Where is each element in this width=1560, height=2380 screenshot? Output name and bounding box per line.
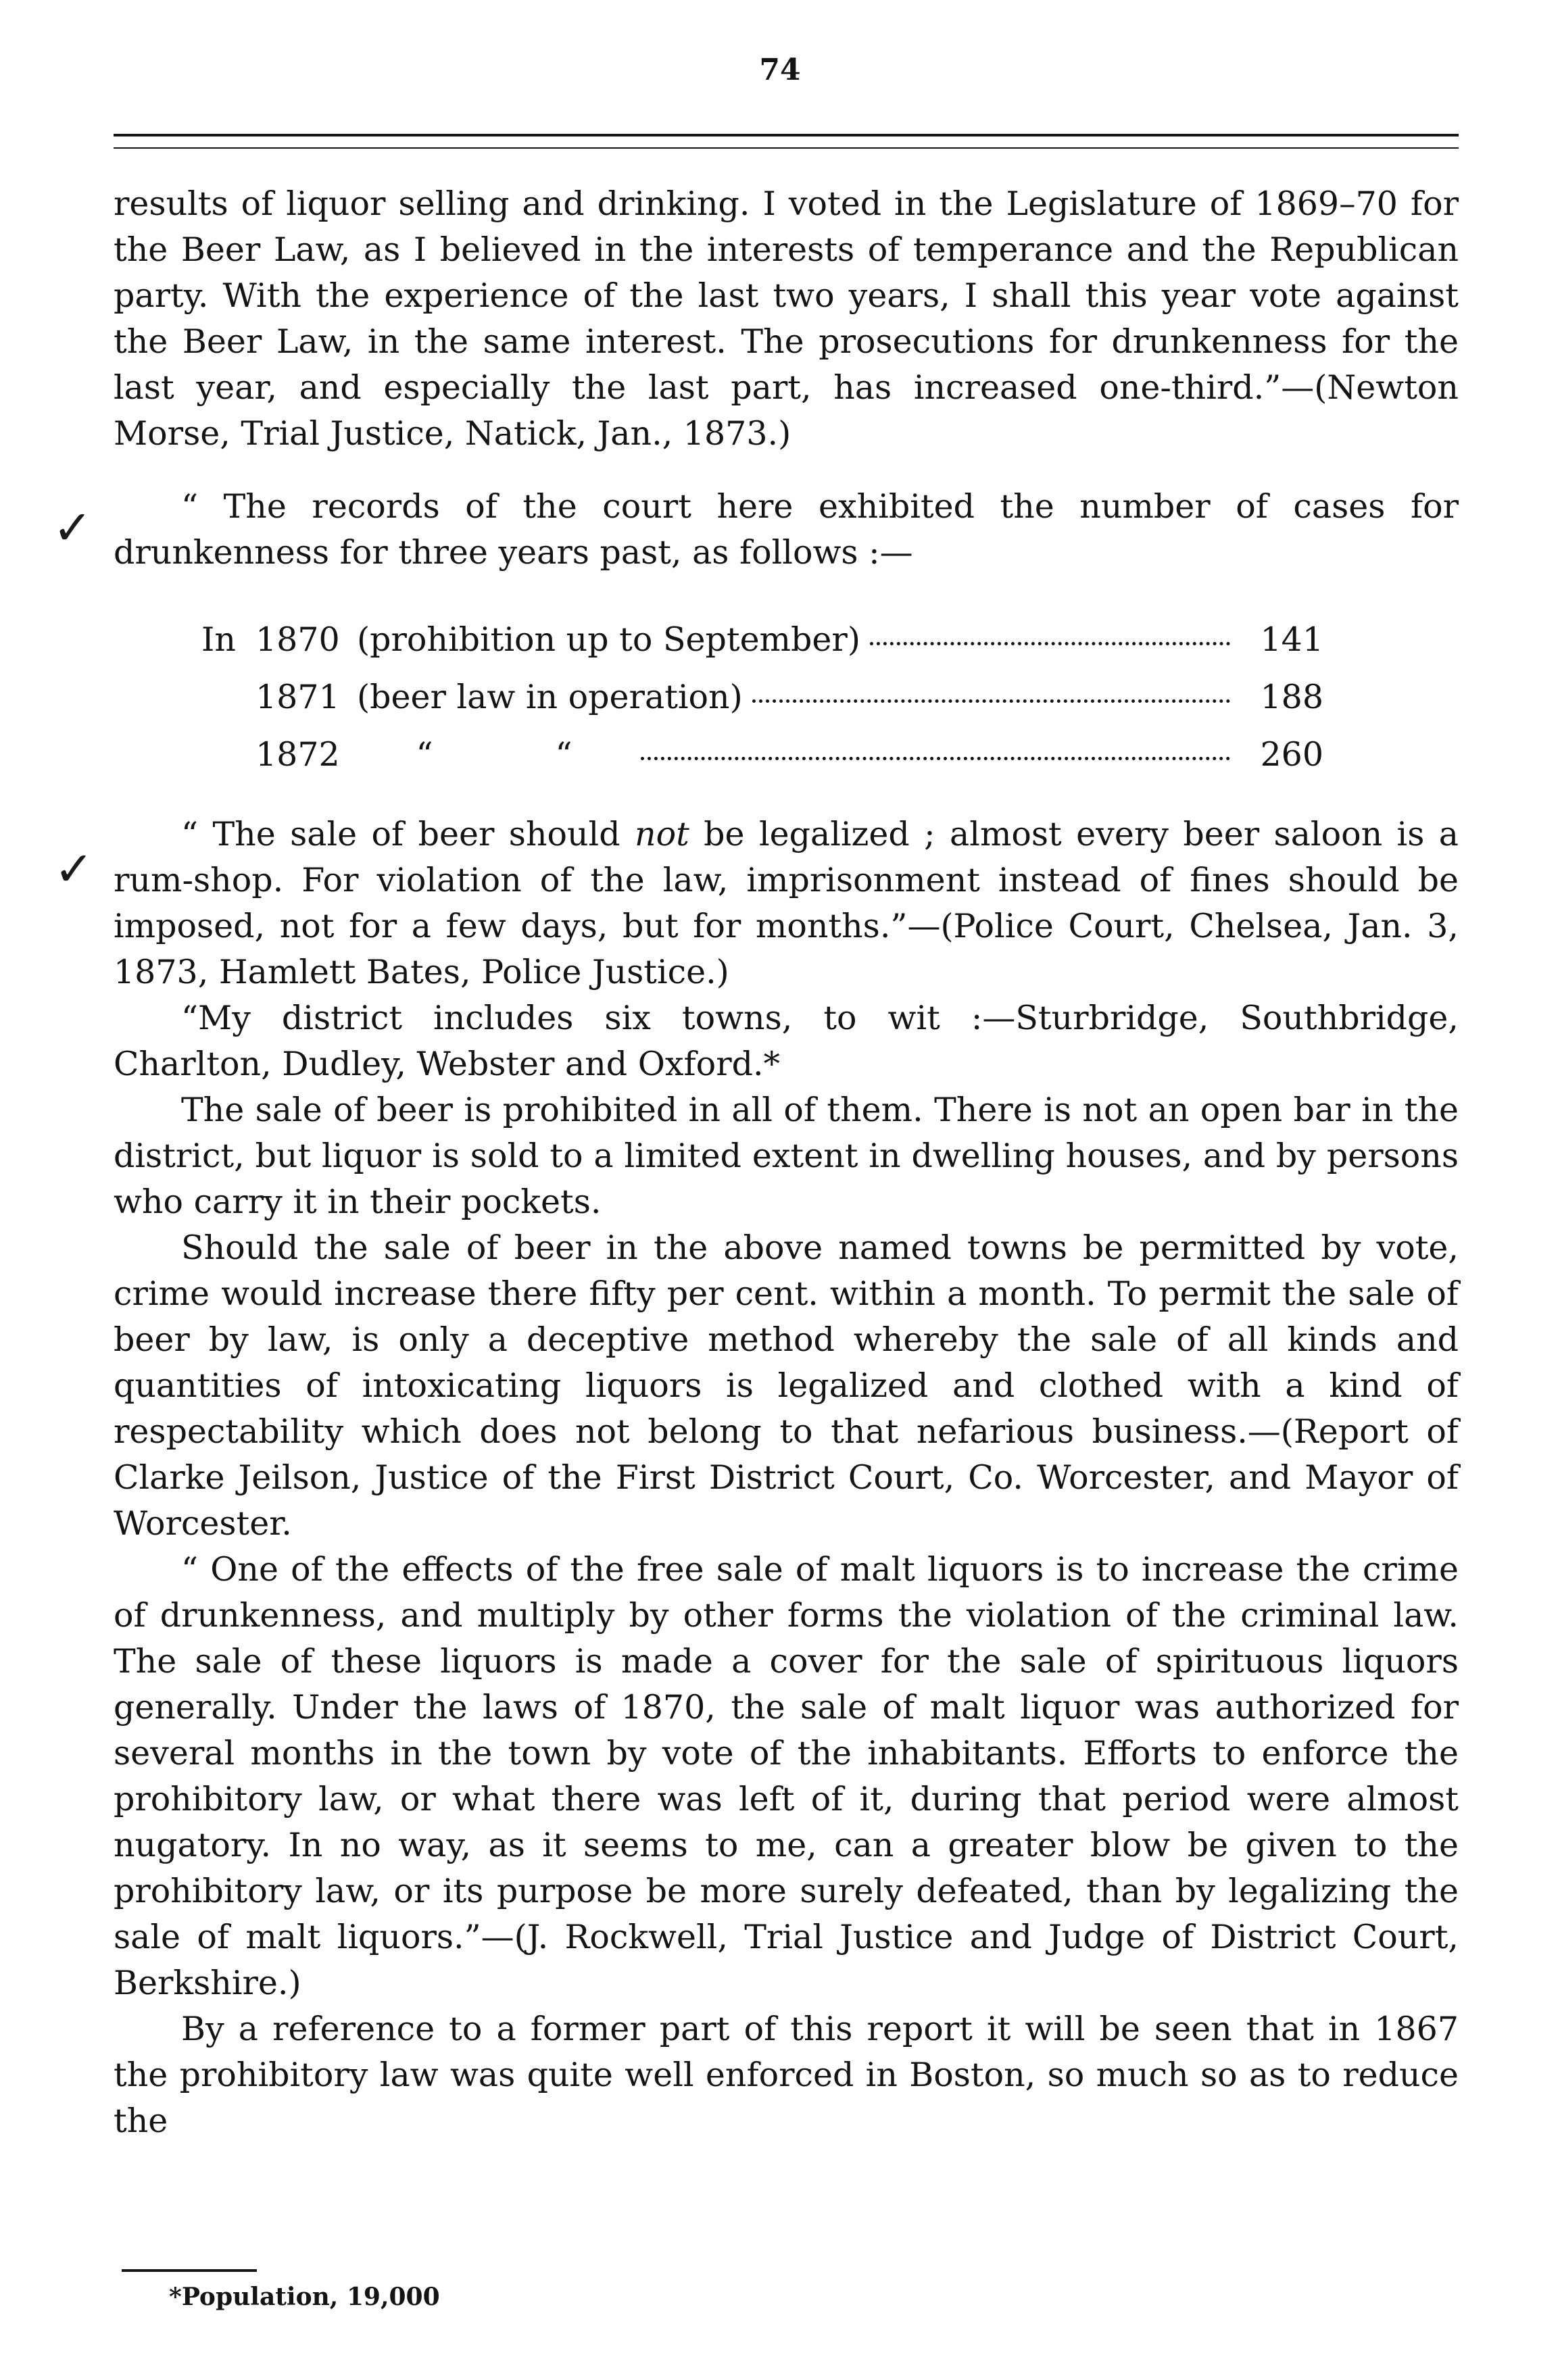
table-row: [255, 726, 1323, 783]
table-prefix: In: [201, 620, 236, 659]
paragraph-rockwell-berkshire: “ One of the effects of the free sale of malt liquors is to increase the crime of drunkenness, and multiply by other forms the violation of the criminal law. The sale of these liquors is made a cover for the sale of spirituous liquors generally. Under the laws of 1870, the sale of malt liquor was authorized for several months in the town by vote of the inhabitants. Efforts to enforce the prohibitory law, or what there was left of it, during that period were almost nugatory. In no way, as it seems to me, can a greater blow be given to the prohibitory law, or its purpose be more surely defeated, than by legalizing the sale of malt liquors.”—(J. Rockwell, Trial Justice and Judge of District Court, Berkshire.): [114, 1550, 1459, 2002]
ditto-mark: “: [416, 735, 433, 774]
handwritten-check-mark: ✓: [53, 500, 93, 555]
table-description: (beer law in operation): [357, 677, 743, 716]
ditto-mark: “: [555, 735, 572, 774]
table-count: 141: [1260, 620, 1323, 659]
paragraph-police-court-chelsea: “ The sale of beer should not be legalized ; almost every beer saloon is a rum-shop. For violation of the law, imprisonment instead of fines should be imposed, not for a few days, but for months.”—(Police Court, Chelsea, Jan. 3, 1873, Hamlett Bates, Police Justice.): [114, 815, 1459, 991]
paragraph-court-records: “ The records of the court here exhibited the number of cases for drunkenness for three years past, as follows :—: [114, 487, 1459, 572]
table-row: [255, 668, 1323, 726]
table-year: 1872: [255, 735, 340, 774]
handwritten-check-mark: ✓: [54, 841, 94, 897]
table-count: 188: [1260, 677, 1323, 716]
paragraph-boston-1867: By a reference to a former part of this report it will be seen that in 1867 the prohibitory law was quite well enforced in Boston, so much so as to reduce the: [114, 2010, 1459, 2140]
paragraph-newton-morse: results of liquor selling and drinking. I voted in the Legislature of 1869–70 for the Beer Law, as I believed in the interests of temperance and the Republican party. With the experience of the last two years, I shall this year vote against the Beer Law, in the same interest. The prosecutions for drunkenness for the last year, and especially the last part, has increased one-third.”—(Newton Morse, Trial Justice, Natick, Jan., 1873.): [114, 184, 1459, 453]
header-rule: [114, 134, 1459, 149]
dot-leader: [752, 699, 1230, 703]
footnote-population: *Population, 19,000: [169, 2283, 440, 2311]
paragraph-clarke-jeilson-report: Should the sale of beer in the above named towns be permitted by vote, crime would increase there fifty per cent. within a month. To permit the sale of beer by law, is only a deceptive method whereby the sale of all kinds and quantities of intoxicating liquors is legalized and clothed with a kind of respectability which does not belong to that nefarious business.—(Report of Clarke Jeilson, Justice of the First District Court, Co. Worcester, and Mayor of Worcester.: [114, 1229, 1459, 1543]
paragraph-beer-prohibited: The sale of beer is prohibited in all of them. There is not an open bar in the district, but liquor is sold to a limited extent in dwelling houses, and by persons who carry it in their pockets.: [114, 1091, 1459, 1221]
page-number: 74: [759, 53, 801, 87]
footnote-rule: [122, 2269, 257, 2272]
table-year: 1870: [255, 620, 340, 659]
dot-leader: [641, 757, 1230, 760]
emphasis-not: not: [635, 815, 689, 853]
page-body: [114, 181, 1459, 2144]
paragraph-district-towns: “My district includes six towns, to wit :—Sturbridge, Southbridge, Charlton, Dudley, Webster and Oxford.*: [114, 999, 1459, 1083]
table-description: (prohibition up to September): [357, 620, 860, 659]
table-row: [255, 611, 1323, 668]
dot-leader: [870, 642, 1230, 645]
drunkenness-cases-table: [201, 611, 1323, 783]
table-year: 1871: [255, 677, 340, 716]
table-count: 260: [1260, 735, 1323, 774]
